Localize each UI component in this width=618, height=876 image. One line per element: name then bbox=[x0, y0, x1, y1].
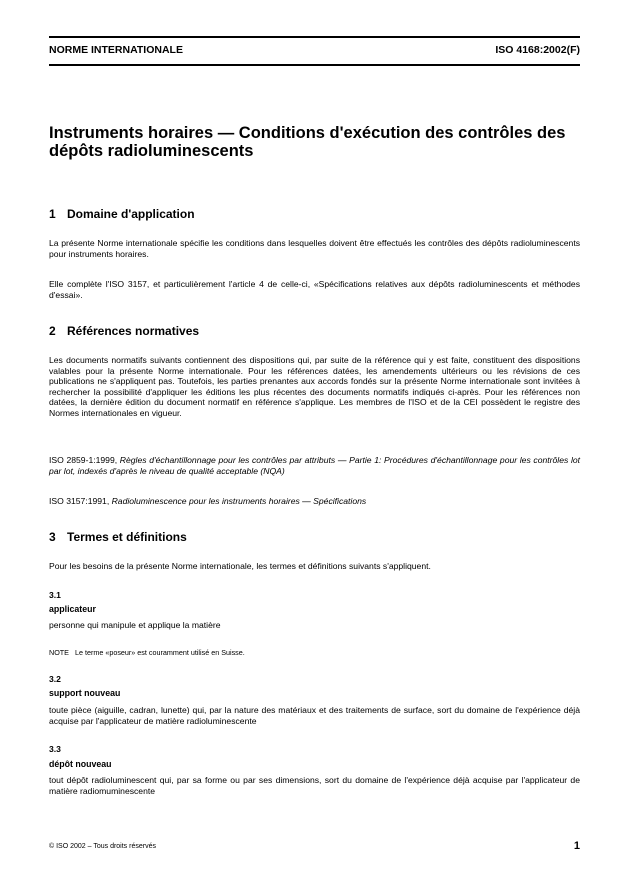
reference-code: ISO 2859-1:1999, bbox=[49, 455, 118, 465]
section-number: 3 bbox=[49, 530, 56, 544]
section-title: Références normatives bbox=[67, 324, 200, 338]
term-definition: personne qui manipule et applique la matière bbox=[49, 620, 221, 630]
section-heading-3 bbox=[49, 530, 187, 544]
term-name: dépôt nouveau bbox=[49, 759, 112, 769]
reference-title: Radioluminescence pour les instruments horaires — Spécifications bbox=[111, 496, 367, 506]
reference-code: ISO 3157:1991, bbox=[49, 496, 110, 506]
term-definition: tout dépôt radioluminescent qui, par sa forme ou par ses dimensions, sort du domaine de l'expérience déjà acquise par l'applicateur de matière radiomuminescente bbox=[49, 775, 580, 796]
term-definition: toute pièce (aiguille, cadran, lunette) qui, par la nature des matériaux et des traitements de surface, sort du domaine de l'expérience déjà acquise par l'applicateur de matière radioluminescente bbox=[49, 705, 580, 726]
term-number: 3.1 bbox=[49, 590, 61, 600]
section-title: Termes et définitions bbox=[67, 530, 187, 544]
section-title: Domaine d'application bbox=[67, 207, 195, 221]
term-number: 3.3 bbox=[49, 744, 61, 754]
note bbox=[49, 648, 245, 657]
footer-copyright: © ISO 2002 – Tous droits réservés bbox=[49, 843, 156, 850]
reference-iso-2859 bbox=[49, 455, 580, 476]
reference-title: Règles d'échantillonnage pour les contrôles par attributs — Partie 1: Procédures d'échantillonnage pour les contrôles lot par lot, indexés d'après le niveau de qualité acceptable (NQA) bbox=[49, 455, 581, 476]
term-number: 3.2 bbox=[49, 674, 61, 684]
running-header bbox=[49, 44, 580, 56]
term-name: support nouveau bbox=[49, 688, 121, 698]
term-name: applicateur bbox=[49, 604, 96, 614]
header-left: NORME INTERNATIONALE bbox=[49, 44, 183, 56]
header-right: ISO 4168:2002(F) bbox=[495, 44, 580, 56]
document-title: Instruments horaires — Conditions d'exécution des contrôles des dépôts radioluminescents bbox=[49, 124, 566, 160]
header-top-rule bbox=[49, 36, 580, 38]
section-heading-1 bbox=[49, 207, 195, 221]
paragraph-scope-1: La présente Norme internationale spécifie les conditions dans lesquelles doivent être effectués les contrôles des dépôts radioluminescents pour instruments horaires. bbox=[49, 238, 580, 259]
note-label: NOTE bbox=[49, 648, 69, 657]
paragraph-terms-intro: Pour les besoins de la présente Norme internationale, les termes et définitions suivants s'appliquent. bbox=[49, 561, 431, 571]
reference-iso-3157 bbox=[49, 496, 580, 507]
page-number: 1 bbox=[573, 840, 580, 852]
section-heading-2 bbox=[49, 324, 199, 338]
section-number: 2 bbox=[49, 324, 56, 338]
paragraph-scope-2: Elle complète l'ISO 3157, et particulièrement l'article 4 de celle-ci, «Spécifications relatives aux dépôts radioluminescents et méthodes d'essai». bbox=[49, 279, 580, 300]
paragraph-normative-refs: Les documents normatifs suivants contiennent des dispositions qui, par suite de la référence qui y est faite, constituent des dispositions valables pour la présente Norme internationale. Pour les références datées, les amendements ultérieurs ou les révisions de ces publications ne s'appliquent pas. Toutefois, les parties prenantes aux accords fondés sur la présente Norme internationale sont invitées à rechercher la possibilité d'appliquer les éditions les plus récentes des documents normatifs indiqués ci-après. Pour les références non datées, la dernière édition du document normatif en référence s'applique. Les membres de l'ISO et de la CEI possèdent le registre des Normes internationales en vigueur. bbox=[49, 355, 580, 418]
header-bottom-rule bbox=[49, 64, 580, 66]
note-text: Le terme «poseur» est couramment utilisé en Suisse. bbox=[74, 648, 245, 657]
section-number: 1 bbox=[49, 207, 56, 221]
